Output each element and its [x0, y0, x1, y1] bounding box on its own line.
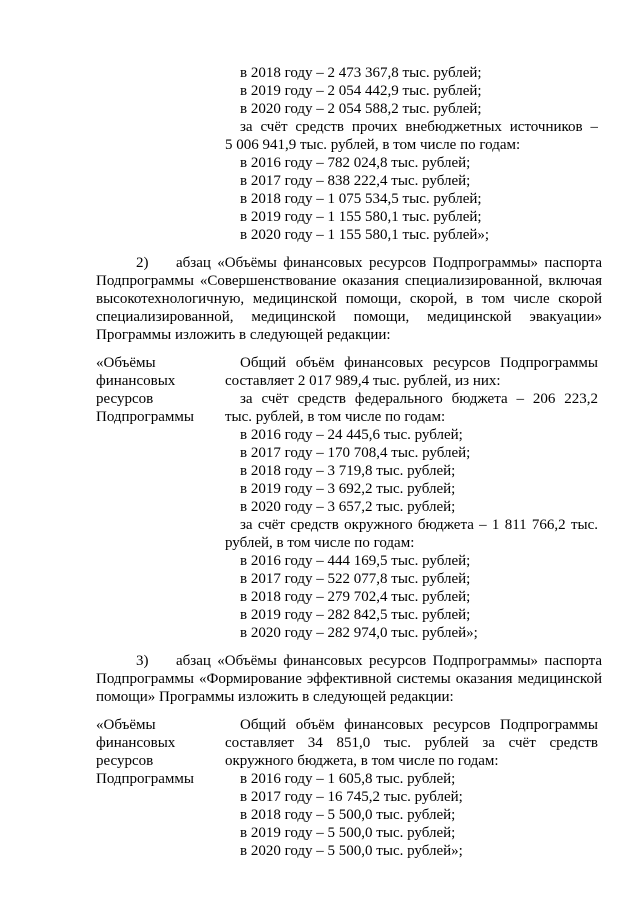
text-line: в 2020 году – 3 657,2 тыс. рублей;	[240, 499, 456, 515]
table-label: «Объёмы	[96, 717, 156, 733]
text-line: Общий объём финансовых ресурсов Подпрограммы	[240, 717, 598, 733]
text-line: специализированной, медицинской помощи, медицинской эвакуации»	[96, 309, 602, 325]
table-label: финансовых	[96, 735, 176, 751]
text-line: в 2018 году – 1 075 534,5 тыс. рублей;	[240, 191, 482, 207]
text-line: в 2016 году – 782 024,8 тыс. рублей;	[240, 155, 471, 171]
text-line: в 2018 году – 279 702,4 тыс. рублей;	[240, 589, 471, 605]
table-label: финансовых	[96, 373, 176, 389]
table-label: ресурсов	[96, 391, 154, 407]
text-line: составляет 2 017 989,4 тыс. рублей, из них:	[225, 373, 501, 389]
text-line: в 2016 году – 444 169,5 тыс. рублей;	[240, 553, 471, 569]
table-label: ресурсов	[96, 753, 154, 769]
text-line: в 2016 году – 1 605,8 тыс. рублей;	[240, 771, 456, 787]
text-line: рублей, в том числе по годам:	[225, 535, 415, 551]
text-line: 5 006 941,9 тыс. рублей, в том числе по годам:	[225, 137, 521, 153]
text-line: в 2020 году – 1 155 580,1 тыс. рублей»;	[240, 227, 490, 243]
text-line: в 2017 году – 170 708,4 тыс. рублей;	[240, 445, 471, 461]
table-label: «Объёмы	[96, 355, 156, 371]
text-line: в 2018 году – 3 719,8 тыс. рублей;	[240, 463, 456, 479]
text-line: в 2017 году – 16 745,2 тыс. рублей;	[240, 789, 463, 805]
text-line: за счёт средств федерального бюджета – 206 223,2	[240, 391, 598, 407]
text-line: окружного бюджета, в том числе по годам:	[225, 753, 499, 769]
text-line: абзац «Объёмы финансовых ресурсов Подпрограммы» паспорта	[176, 653, 602, 669]
table-label: Подпрограммы	[96, 771, 194, 787]
text-line: в 2020 году – 282 974,0 тыс. рублей»;	[240, 625, 478, 641]
text-line: в 2020 году – 5 500,0 тыс. рублей»;	[240, 843, 463, 859]
text-line: за счёт средств прочих внебюджетных источников –	[240, 119, 598, 135]
text-line: составляет 34 851,0 тыс. рублей за счёт средств	[225, 735, 598, 751]
text-line: в 2020 году – 2 054 588,2 тыс. рублей;	[240, 101, 482, 117]
item-number: 3)	[136, 653, 149, 669]
item-number: 2)	[136, 255, 149, 271]
text-line: в 2018 году – 5 500,0 тыс. рублей;	[240, 807, 456, 823]
text-line: за счёт средств окружного бюджета – 1 811 766,2 тыс.	[240, 517, 598, 533]
text-line: в 2019 году – 3 692,2 тыс. рублей;	[240, 481, 456, 497]
text-line: в 2018 году – 2 473 367,8 тыс. рублей;	[240, 65, 482, 81]
text-line: абзац «Объёмы финансовых ресурсов Подпрограммы» паспорта	[176, 255, 602, 271]
text-line: в 2019 году – 2 054 442,9 тыс. рублей;	[240, 83, 482, 99]
text-line: в 2019 году – 282 842,5 тыс. рублей;	[240, 607, 471, 623]
text-line: в 2019 году – 5 500,0 тыс. рублей;	[240, 825, 456, 841]
text-line: в 2019 году – 1 155 580,1 тыс. рублей;	[240, 209, 482, 225]
text-line: высокотехнологичную, медицинской помощи, скорой, в том числе скорой	[96, 291, 602, 307]
text-line: Общий объём финансовых ресурсов Подпрограммы	[240, 355, 598, 371]
text-line: помощи» Программы изложить в следующей редакции:	[96, 689, 454, 705]
table-label: Подпрограммы	[96, 409, 194, 425]
text-line: в 2017 году – 838 222,4 тыс. рублей;	[240, 173, 471, 189]
text-line: тыс. рублей, в том числе по годам:	[225, 409, 446, 425]
text-line: Программы изложить в следующей редакции:	[96, 327, 391, 343]
text-line: в 2017 году – 522 077,8 тыс. рублей;	[240, 571, 471, 587]
text-line: в 2016 году – 24 445,6 тыс. рублей;	[240, 427, 463, 443]
text-line: Подпрограммы «Совершенствование оказания специализированной, включая	[96, 273, 602, 289]
text-line: Подпрограммы «Формирование эффективной системы оказания медицинской	[96, 671, 602, 687]
